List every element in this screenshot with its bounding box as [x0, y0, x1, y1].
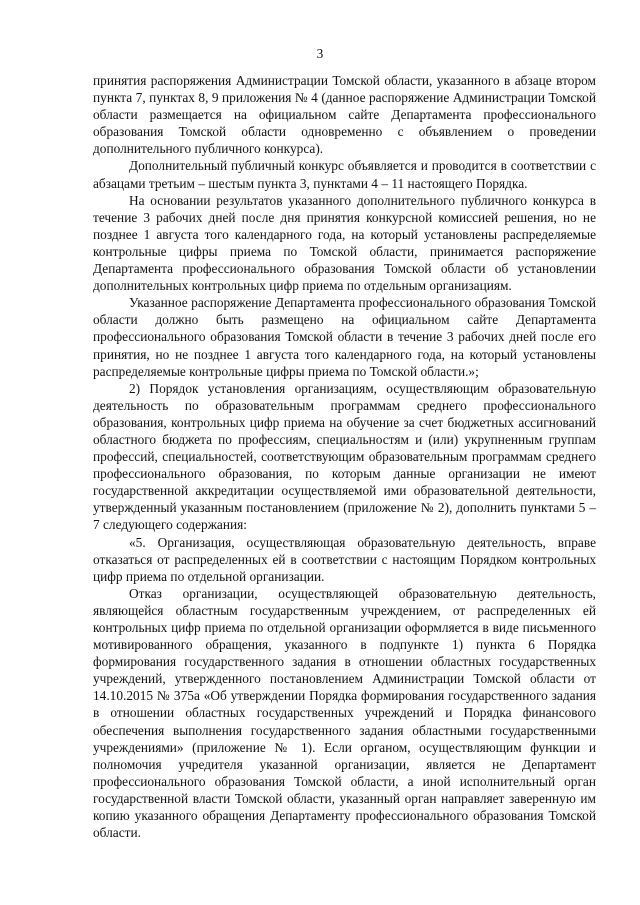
document-body [93, 72, 596, 841]
paragraph-item-2: 2) Порядок установления организациям, осуществляющим образовательную деятельность по образовательным программам среднего профессионального образования, контрольных цифр приема на обучение за счет бюджетных ассигнований областного бюджета по профессиям, специальностям и (или) укрупненным группам профессий, специальностей, соответствующим образовательным программам среднего профессионального образования, по которым данные организации не имеют государственной аккредитации осуществляемой ими образовательной деятельности, утвержденный указанным постановлением (приложение № 2), дополнить пунктами 5 – 7 следующего содержания: [93, 380, 596, 533]
paragraph-refusal: Отказ организации, осуществляющей образовательную деятельность, являющейся областным государственным учреждением, от распределенных ей контрольных цифр приема по отдельной организации оформляется в виде письменного мотивированного обращения, указанного в подпункте 1) пункта 6 Порядка формирования государственного задания в отношении областных государственных учреждений, утвержденного постановлением Администрации Томской области от 14.10.2015 № 375а «Об утверждении Порядка формирования государственного задания в отношении областных государственных учреждений и Порядка финансового обеспечения выполнения государственного задания областными государственными учреждениями» (приложение № 1). Если органом, осуществляющим функции и полномочия учредителя указанной организации, является не Департамент профессионального образования Томской области, а иной исполнительный орган государственной власти Томской области, указанный орган направляет заверенную им копию указанного обращения Департаменту профессионального образования Томской области. [93, 585, 596, 841]
paragraph-clause-5: «5. Организация, осуществляющая образовательную деятельность, вправе отказаться от распределенных ей в соответствии с настоящим Порядком контрольных цифр приема по отдельной организации. [93, 534, 596, 584]
page-number: 3 [316, 46, 324, 61]
paragraph-additional-contest: Дополнительный публичный конкурс объявляется и проводится в соответствии с абзацами третьим – шестым пункта 3, пунктами 4 – 11 настоящего Порядка. [93, 158, 596, 191]
paragraph-contest-results: На основании результатов указанного дополнительного публичного конкурса в течение 3 рабочих дней после дня принятия конкурсной комиссией решения, но не позднее 1 августа того календарного года, на который установлены распределяемые контрольные цифры приема по Томской области, принимается распоряжение Департамента профессионального образования Томской области об установлении дополнительных контрольных цифр приема по отдельным организациям. [93, 192, 596, 294]
paragraph-continuation: принятия распоряжения Администрации Томской области, указанного в абзаце втором пункта 7, пунктах 8, 9 приложения № 4 (данное распоряжение Администрации Томской области размещается на официальном сайте Департамента профессионального образования Томской области одновременно с объявлением о проведении дополнительного публичного конкурса). [93, 73, 596, 157]
paragraph-order-publication: Указанное распоряжение Департамента профессионального образования Томской области должно быть размещено на официальном сайте Департамента профессионального образования Томской области в течение 3 рабочих дней после его принятия, но не позднее 1 августа того календарного года, на который установлены распределяемые контрольные цифры приема по Томской области.»; [93, 295, 596, 379]
